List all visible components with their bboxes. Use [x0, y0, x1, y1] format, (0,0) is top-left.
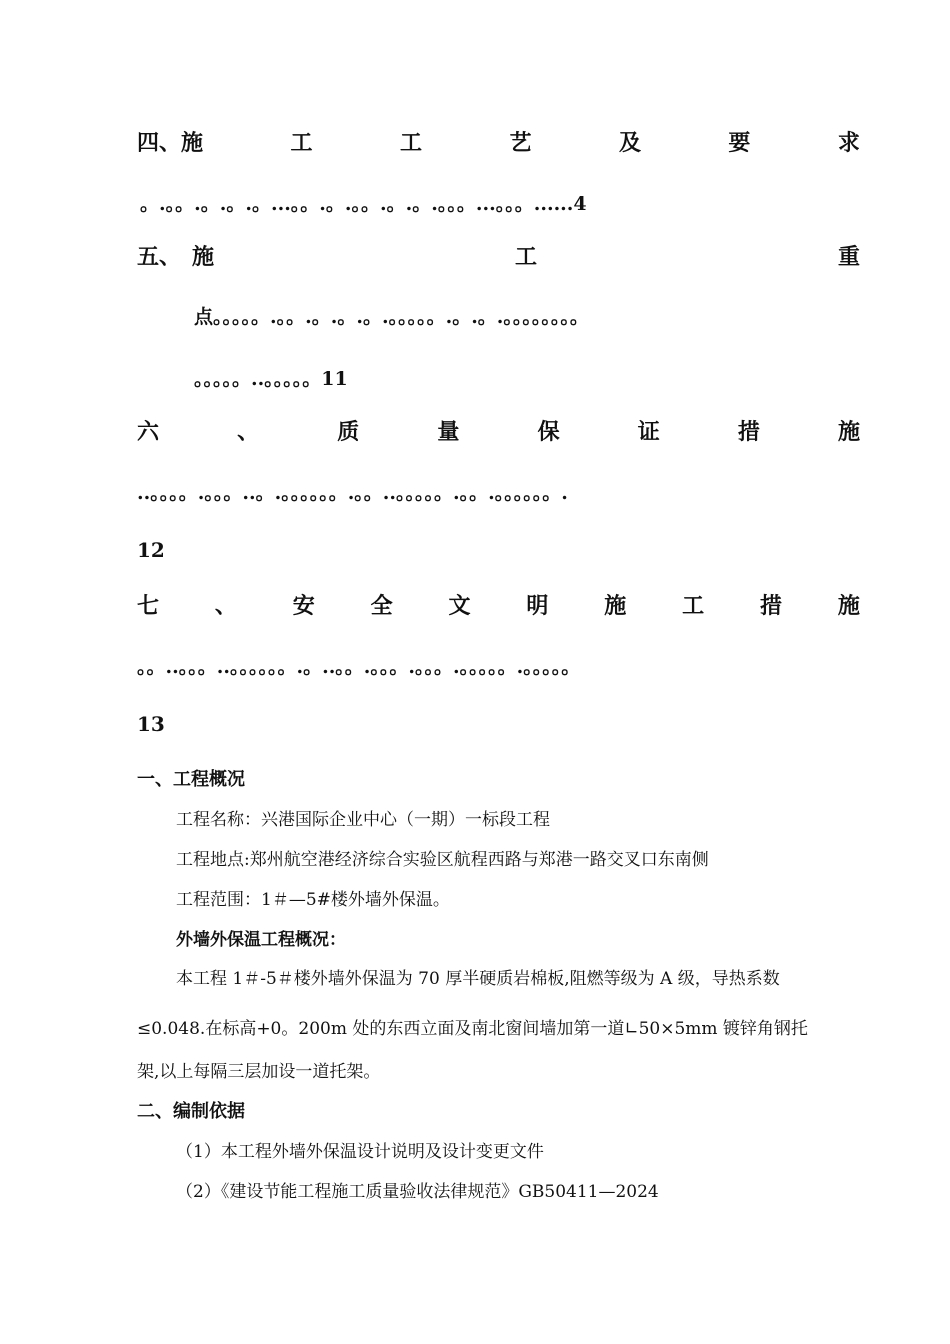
toc-char: 及 — [618, 130, 641, 156]
toc-char: 五、 — [137, 244, 182, 270]
section-2-heading: 二、编制依据 — [137, 1101, 245, 1122]
basis-item-1: （1）本工程外墙外保温设计说明及设计变更文件 — [176, 1142, 544, 1162]
toc-char: 重 — [837, 244, 860, 270]
toc-item-5-leader-line2: 。。。。。..。。。。。11 — [194, 368, 348, 390]
toc-char: 质 — [337, 419, 360, 445]
toc-char: 量 — [437, 419, 460, 445]
toc-char: 明 — [526, 593, 549, 619]
toc-item-7-leader: 。。..。。。..。。。。。。.。..。。.。。。.。。。.。。。。。.。。。。。 — [137, 656, 581, 678]
toc-char: 、 — [237, 419, 260, 445]
toc-char: 施 — [837, 419, 860, 445]
toc-item-7-title — [137, 589, 860, 620]
toc-char: 六 — [137, 419, 160, 445]
toc-char: 措 — [760, 593, 783, 619]
toc-item-6-leader: ..。。。。.。。。..。.。。。。。。.。。..。。。。。.。。.。。。。。。. — [137, 482, 568, 504]
toc-item-6-page: 12 — [137, 538, 165, 562]
toc-char: 七 — [137, 593, 160, 619]
toc-item-5-leader-line1: 点。。。。。.。。.。.。.。.。。。。。.。.。.。。。。。。。。 — [194, 306, 589, 328]
basis-item-2: （2）《建设节能工程施工质量验收法律规范》GB50411—2024 — [176, 1182, 659, 1202]
toc-char: 四、施 — [137, 130, 204, 156]
toc-char: 证 — [637, 419, 660, 445]
insulation-overview-heading: 外墙外保温工程概况： — [176, 930, 346, 950]
toc-char: 全 — [370, 593, 393, 619]
project-scope: 工程范围：1＃—5#楼外墙外保温。 — [176, 890, 450, 910]
toc-char: 、 — [214, 593, 237, 619]
toc-char: 施 — [191, 244, 214, 270]
toc-item-7-page: 13 — [137, 712, 165, 736]
toc-char: 文 — [448, 593, 471, 619]
section-1-heading: 一、工程概况 — [137, 769, 245, 790]
project-name: 工程名称：兴港国际企业中心（一期）一标段工程 — [176, 810, 550, 830]
toc-char: 求 — [837, 130, 860, 156]
overview-paragraph-line-1: 本工程 1＃-5＃楼外墙外保温为 70 厚半硬质岩棉板,阻燃等级为 A 级，导热系数 — [176, 969, 780, 989]
toc-char: 施 — [604, 593, 627, 619]
overview-paragraph-line-2: ≤0.048.在标高+0。200m 处的东西立面及南北窗间墙加第一道∟50×5mm 镀锌角钢托 — [137, 1019, 808, 1039]
toc-char: 施 — [837, 593, 860, 619]
overview-paragraph-line-3: 架,以上每隔三层加设一道托架。 — [137, 1062, 381, 1082]
toc-char: 安 — [292, 593, 315, 619]
toc-char: 艺 — [509, 130, 532, 156]
toc-item-4-leader: 。.。。.。.。.。...。。.。.。。.。.。.。。。...。。。......4 — [140, 193, 587, 215]
toc-char: 工 — [682, 593, 705, 619]
toc-char: 措 — [737, 419, 760, 445]
toc-char: 工 — [514, 244, 537, 270]
project-location: 工程地点:郑州航空港经济综合实验区航程西路与郑港一路交叉口东南侧 — [176, 850, 709, 870]
toc-char: 要 — [728, 130, 751, 156]
toc-item-5-title — [137, 240, 860, 271]
toc-item-6-title — [137, 415, 860, 446]
toc-char: 工 — [399, 130, 422, 156]
toc-item-4-title — [137, 126, 860, 157]
toc-char: 保 — [537, 419, 560, 445]
toc-char: 工 — [290, 130, 313, 156]
